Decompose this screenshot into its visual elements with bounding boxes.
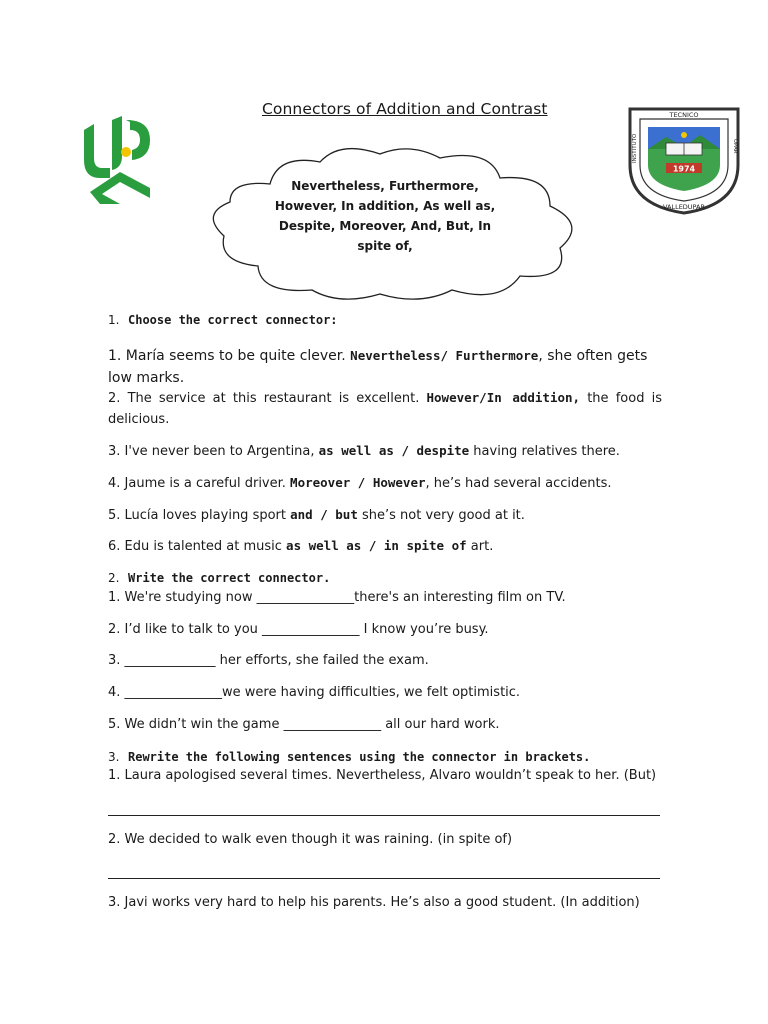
exercise-1-item: 3. I've never been to Argentina, as well as / despite having relatives there. — [108, 443, 620, 459]
exercise-1-item: 5. Lucía loves playing sport and / but she’s not very good at it. — [108, 507, 525, 523]
instituto-seal-icon — [626, 105, 742, 215]
exercise-3-item: 2. We decided to walk even though it was raining. (in spite of) — [108, 832, 513, 847]
exercise-3-item: 1. Laura apologised several times. Nevertheless, Alvaro wouldn’t speak to her. (But) — [108, 768, 657, 783]
exercise-1-item-cont: low marks. — [108, 370, 185, 386]
exercise-1-item: 4. Jaume is a careful driver. Moreover / However, he’s had several accidents. — [108, 475, 612, 491]
seal-year: 1974 — [672, 164, 696, 174]
exercise-2-item: 3. ______________ her efforts, she failed the exam. — [108, 653, 429, 668]
exercise-1-item-cont: delicious. — [108, 412, 170, 427]
section-1-heading: 1. Choose the correct connector: — [108, 313, 338, 327]
seal-ring-bottom: VALLEDUPAR — [662, 203, 706, 211]
word-bank-line: spite of, — [357, 239, 413, 253]
answer-line[interactable] — [108, 815, 660, 816]
exercise-3-item: 3. Javi works very hard to help his parents. He’s also a good student. (In addition) — [108, 895, 640, 910]
exercise-2-item: 2. I’d like to talk to you _______________ I know you’re busy. — [108, 622, 489, 637]
svg-text:TECNICO: TECNICO — [669, 111, 699, 119]
exercise-2-item: 4. _______________we were having difficulties, we felt optimistic. — [108, 685, 521, 700]
exercise-2-item: 5. We didn’t win the game _______________ all our hard work. — [108, 717, 500, 732]
word-bank-line: Nevertheless, Furthermore, — [291, 179, 479, 193]
word-bank-line: Despite, Moreover, And, But, In — [278, 219, 492, 233]
word-bank — [268, 176, 502, 256]
page-title: Connectors of Addition and Contrast — [262, 100, 548, 118]
exercise-2-item: 1. We're studying now _______________there's an interesting film on TV. — [108, 590, 566, 605]
exercise-1-item: 6. Edu is talented at music as well as / in spite of art. — [108, 538, 494, 554]
section-3-heading: 3. Rewrite the following sentences using the connector in brackets. — [108, 750, 591, 764]
word-bank-line: However, In addition, As well as, — [274, 199, 496, 213]
exercise-1-item: 1. María seems to be quite clever. Nevertheless/ Furthermore, she often gets — [108, 348, 648, 364]
section-2-heading: 2. Write the correct connector. — [108, 571, 331, 585]
exercise-1-item: 2. The service at this restaurant is excellent. However/In addition, the food is — [108, 390, 662, 406]
answer-line[interactable] — [108, 878, 660, 879]
seal-ring-right: UPAR — [732, 139, 738, 154]
upc-logo-icon — [80, 116, 156, 204]
svg-text:INSTITUTO: INSTITUTO — [632, 133, 638, 163]
